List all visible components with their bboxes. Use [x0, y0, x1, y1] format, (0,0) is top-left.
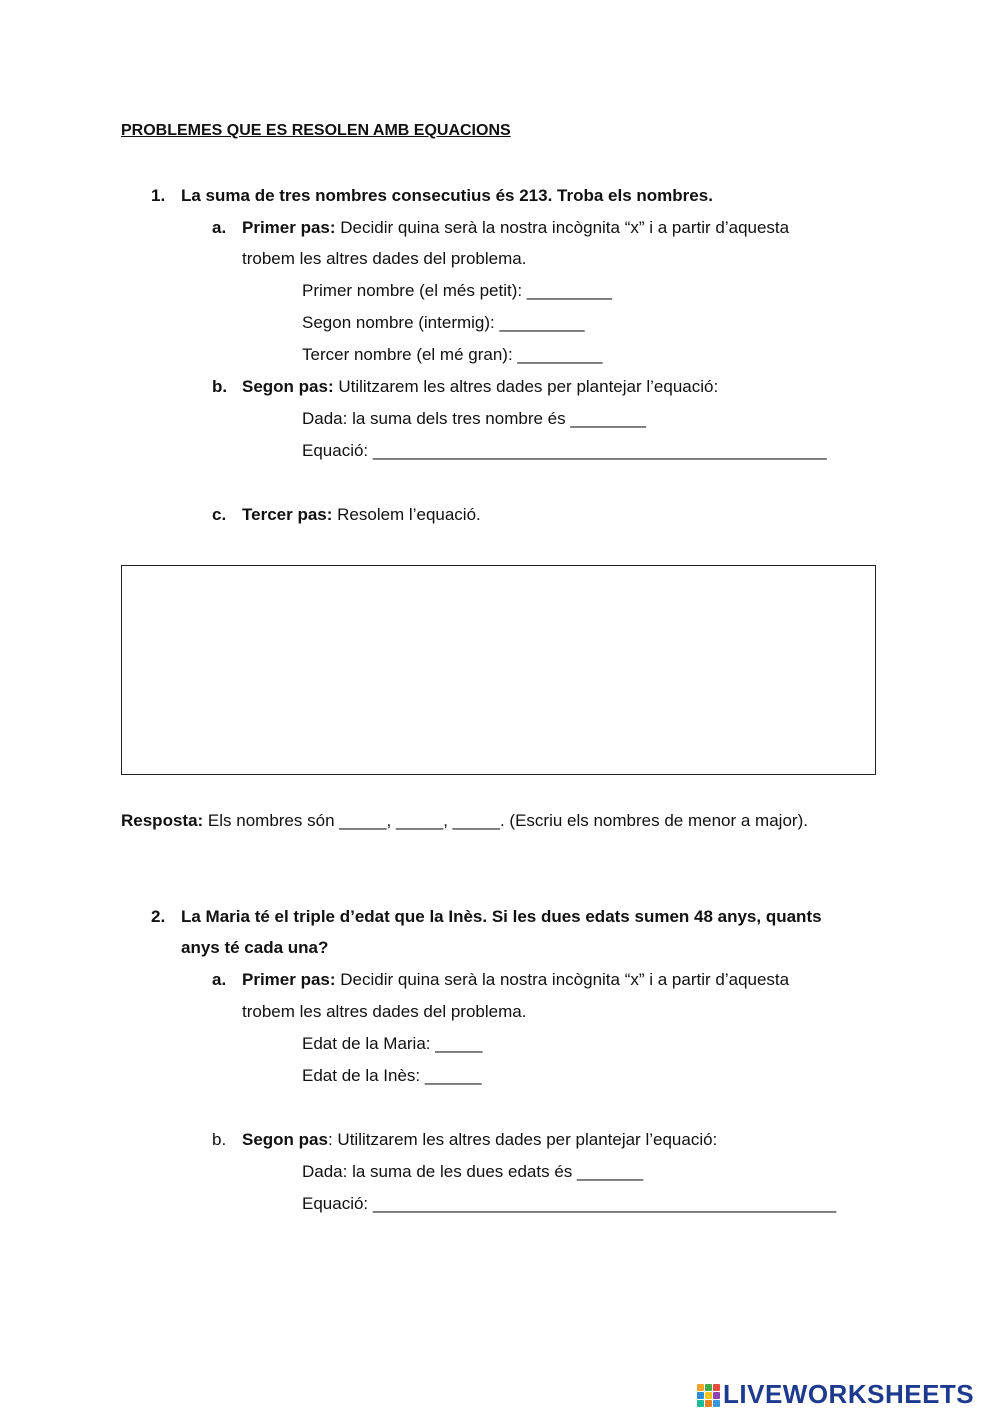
step-c-text — [242, 505, 481, 525]
logo-grid-icon — [697, 1382, 721, 1406]
logo-text: LIVEWORKSHEETS — [723, 1378, 975, 1409]
step-a-marker: a. — [212, 218, 227, 237]
p2-step-b-text — [242, 1130, 717, 1150]
liveworksheets-logo — [697, 1379, 974, 1409]
p2-step-a-text — [242, 970, 789, 990]
problem-1-statement: La suma de tres nombres consecutius és 213. Troba els nombres. — [181, 186, 713, 205]
p2-step-b-description: : Utilitzarem les altres dades per plantejar l’equació: — [327, 1130, 718, 1149]
blank-third-number[interactable]: Tercer nombre (el mé gran): _________ — [302, 345, 603, 364]
problem-2-number: 2. — [151, 907, 166, 926]
problem-2-statement-continued: anys té cada una? — [181, 938, 329, 957]
p2-step-a-description: Decidir quina serà la nostra incògnita “x” i a partir d’aquesta — [335, 970, 790, 989]
blank-p2-equation[interactable]: Equació: _________________________________________________ — [302, 1194, 837, 1213]
problem-2-statement: La Maria té el triple d’edat que la Inès. Si les dues edats sumen 48 anys, quants — [181, 907, 822, 926]
answer-label: Resposta: — [121, 811, 204, 830]
step-b-label: Segon pas: — [242, 377, 334, 396]
blank-first-number[interactable]: Primer nombre (el més petit): _________ — [302, 281, 612, 300]
step-c-label: Tercer pas: — [242, 505, 333, 524]
step-b-description: Utilitzarem les altres dades per plantejar l’equació: — [333, 377, 719, 396]
answer-line — [121, 811, 808, 831]
p2-step-b-marker: b. — [212, 1130, 227, 1149]
step-c-description: Resolem l’equació. — [332, 505, 481, 524]
blank-ines-age[interactable]: Edat de la Inès: ______ — [302, 1066, 482, 1085]
p2-step-a-marker: a. — [212, 970, 227, 989]
step-a-text-continued: trobem les altres dades del problema. — [242, 249, 527, 268]
problem-1-number: 1. — [151, 186, 166, 205]
answer-blanks[interactable]: Els nombres són _____, _____, _____. (Escriu els nombres de menor a major). — [203, 811, 808, 830]
blank-ages-sum[interactable]: Dada: la suma de les dues edats és _______ — [302, 1162, 644, 1181]
blank-second-number[interactable]: Segon nombre (intermig): _________ — [302, 313, 585, 332]
step-a-text — [242, 218, 789, 238]
step-a-description: Decidir quina serà la nostra incògnita “x” i a partir d’aquesta — [335, 218, 790, 237]
worksheet-title: PROBLEMES QUE ES RESOLEN AMB EQUACIONS — [121, 122, 511, 139]
step-a-label: Primer pas: — [242, 218, 336, 237]
p2-step-a-label: Primer pas: — [242, 970, 336, 989]
p2-step-b-label: Segon pas — [242, 1130, 328, 1149]
p2-step-a-text-continued: trobem les altres dades del problema. — [242, 1002, 527, 1021]
step-b-marker: b. — [212, 377, 228, 396]
blank-maria-age[interactable]: Edat de la Maria: _____ — [302, 1034, 483, 1053]
solution-work-area[interactable] — [121, 565, 876, 775]
blank-sum-data[interactable]: Dada: la suma dels tres nombre és ________ — [302, 409, 646, 428]
blank-equation[interactable]: Equació: ________________________________________________ — [302, 441, 827, 460]
step-c-marker: c. — [212, 505, 227, 524]
step-b-text — [242, 377, 718, 397]
